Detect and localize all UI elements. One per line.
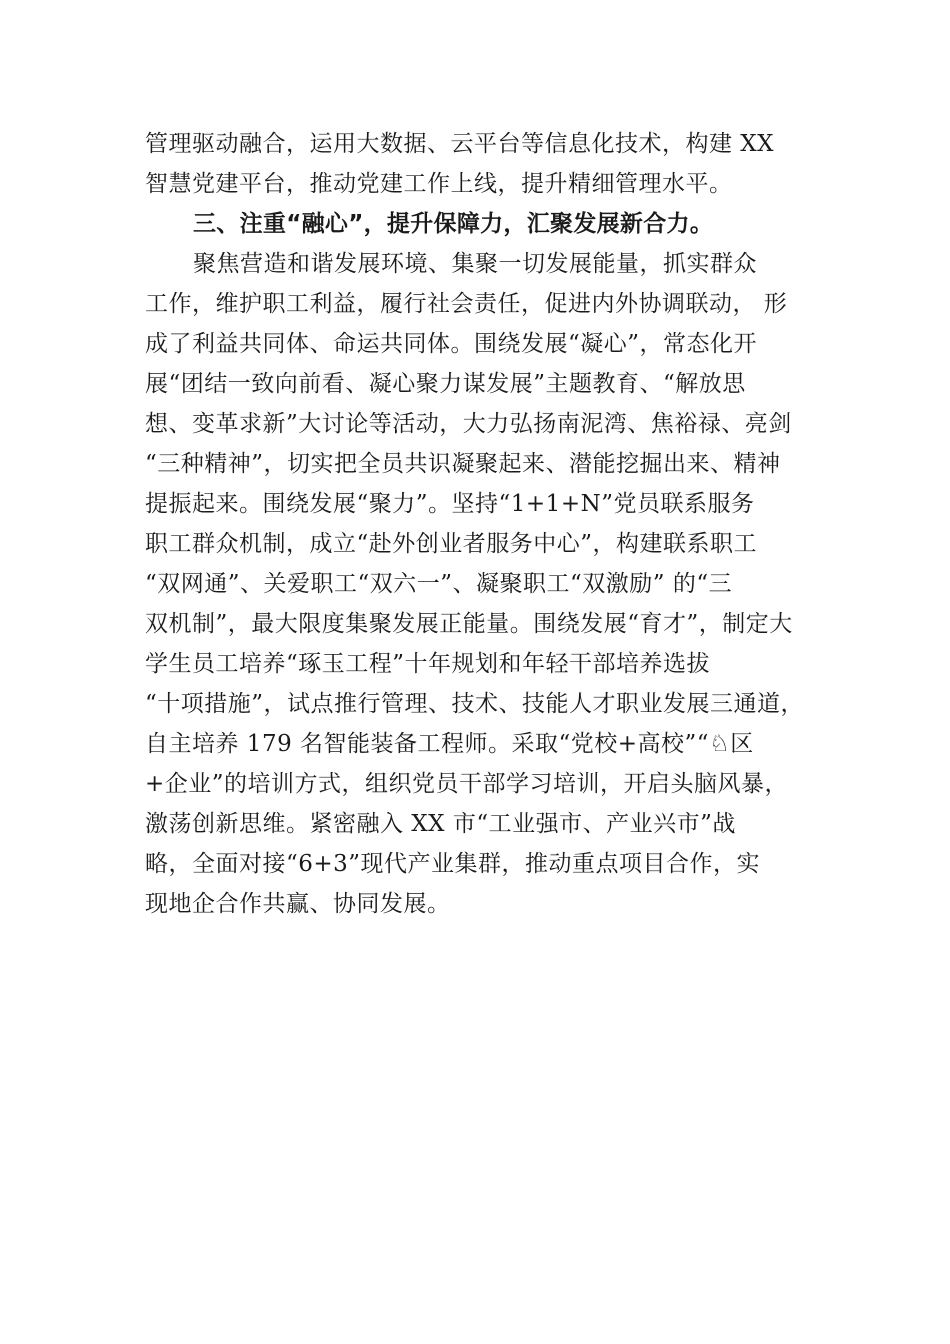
text-line: 激荡创新思维。紧密融入 XX 市“工业强市、产业兴市”战 (145, 811, 736, 837)
text-line: 略，全面对接“6+3”现代产业集群，推动重点项目合作，实 (145, 851, 761, 877)
text-line: 管理驱动融合，运用大数据、云平台等信息化技术，构建 XX (145, 131, 775, 157)
text-line: 学生员工培养“琢玉工程”十年规划和年轻干部培养选拔 (145, 651, 711, 677)
text-line: 现地企合作共赢、协同发展。 (145, 891, 451, 917)
text-line: 工作，维护职工利益，履行社会责任，促进内外协调联动， 形 (145, 291, 788, 317)
text-line: 成了利益共同体、命运共同体。围绕发展“凝心”，常态化开 (145, 331, 758, 357)
paragraph-first-line: 聚焦营造和谐发展环境、集聚一切发展能量，抓实群众 (193, 251, 757, 277)
text-line: 提振起来。围绕发展“聚力”。坚持“1+1+N”党员联系服务 (145, 491, 755, 517)
text-line: 自主培养 179 名智能装备工程师。采取“党校+高校”“♘区 (145, 731, 754, 757)
text-line: “三种精神”，切实把全员共识凝聚起来、潜能挖掘出来、精神 (145, 451, 781, 477)
text-line: 职工群众机制，成立“赴外创业者服务中心”，构建联系职工 (145, 531, 758, 557)
section-heading: 三、注重“融心”，提升保障力，汇聚发展新合力。 (193, 211, 714, 237)
text-line: “双网通”、关爱职工“双六一”、凝聚职工“双激励” 的“三 (145, 571, 733, 597)
text-line: 智慧党建平台，推动党建工作上线，提升精细管理水平。 (145, 171, 733, 197)
text-line: 想、变革求新”大讨论等活动，大力弘扬南泥湾、焦裕禄、亮剑 (145, 411, 792, 437)
text-line: +企业”的培训方式，组织党员干部学习培训，开启头脑风暴， (145, 771, 789, 797)
text-line: “十项措施”，试点推行管理、技术、技能人才职业发展三通道， (145, 691, 805, 717)
text-line: 双机制”，最大限度集聚发展正能量。围绕发展“育才”，制定大 (145, 611, 793, 637)
text-line: 展“团结一致向前看、凝心聚力谋发展”主题教育、“解放思 (145, 371, 746, 397)
